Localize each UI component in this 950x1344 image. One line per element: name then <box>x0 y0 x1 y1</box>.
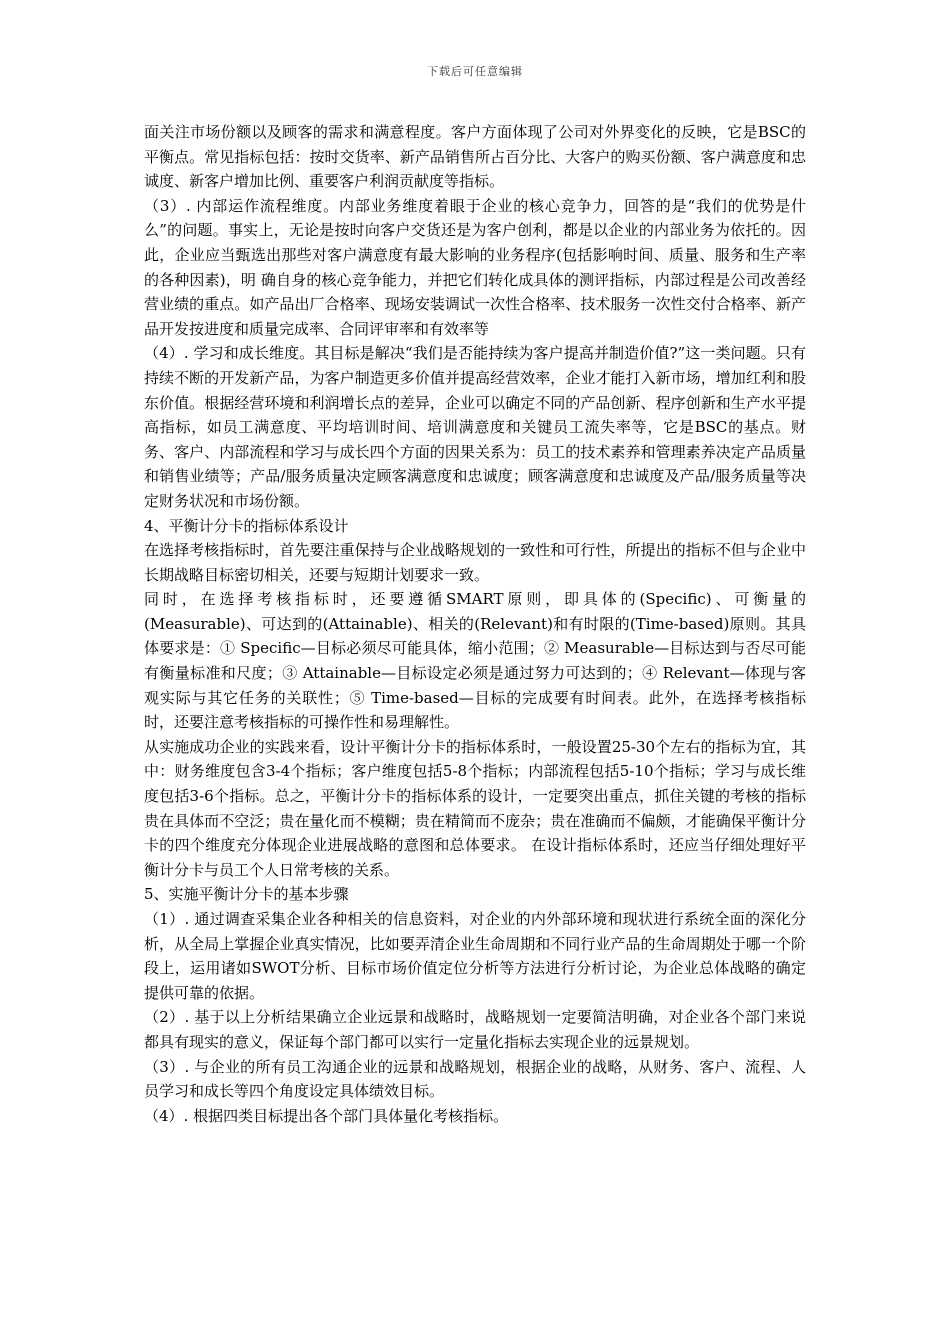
paragraph-smart-principle: 同时，在选择考核指标时，还要遵循SMART原则，即具体的(Specific)、可衡量的(Measurable)、可达到的(Attainable)、相关的(Relevant)和有时限的(Time-based)原则。其具体要求是：① Specific—目标必须尽可能具体，缩小范围；② Measurable—目标达到与否尽可能有衡量标准和尺度；③ Attainable—目标设定必须是通过努力可达到的；④ Relevant—体现与客观实际与其它任务的关联性；⑤ Time-based—目标的完成要有时间表。此外，在选择考核指标时，还要注意考核指标的可操作性和易理解性。 <box>144 590 806 732</box>
section-heading-5: 5、实施平衡计分卡的基本步骤 <box>144 885 349 904</box>
paragraph-learning-growth: （4）. 学习和成长维度。其目标是解决“我们是否能持续为客户提高并制造价值?”这一类问题。只有持续不断的开发新产品，为客户制造更多价值并提高经营效率，企业才能打入新市场，增加红利和股东价值。根据经营环境和利润增长点的差异，企业可以确定不同的产品创新、程序创新和生产水平提高指标，如员工满意度、平均培训时间、培训满意度和关键员工流失率等，它是BSC的基点。财务、客户、内部流程和学习与成长四个方面的因果关系为：员工的技术素养和管理素养决定产品质量和销售业绩等；产品/服务质量决定顾客满意度和忠诚度；顾客满意度和忠诚度及产品/服务质量等决定财务状况和市场份额。 <box>144 344 806 510</box>
paragraph-step-2: （2）. 基于以上分析结果确立企业远景和战略时，战略规划一定要简洁明确，对企业各个部门来说都具有现实的意义，保证每个部门都可以实行一定量化指标去实现企业的远景规划。 <box>144 1008 806 1051</box>
paragraph-internal-process: （3）. 内部运作流程维度。内部业务维度着眼于企业的核心竞争力，回答的是“我们的优势是什么”的问题。事实上，无论是按时向客户交货还是为客户创利，都是以企业的内部业务为依托的。因此，企业应当甄选出那些对客户满意度有最大影响的业务程序(包括影响时间、质量、服务和生产率的各种因素)，明 确自身的核心竞争能力，并把它们转化成具体的测评指标，内部过程是公司改善经营业绩的重点。如产品出厂合格率、现场安装调试一次性合格率、技术服务一次性交付合格率、新产品开发按进度和质量完成率、合同评审率和有效率等 <box>144 196 806 338</box>
paragraph-indicator-count: 从实施成功企业的实践来看，设计平衡计分卡的指标体系时，一般设置25-30个左右的指标为宜，其中：财务维度包含3-4个指标；客户维度包括5-8个指标；内部流程包括5-10个指标；学习与成长维度包括3-6个指标。总之，平衡计分卡的指标体系的设计，一定要突出重点，抓住关键的考核的指标贵在具体而不空泛；贵在量化而不模糊；贵在精简而不庞杂；贵在准确而不偏颇，才能确保平衡计分卡的四个维度充分体现企业进展战略的意图和总体要求。 在设计指标体系时，还应当仔细处理好平衡计分卡与员工个人日常考核的关系。 <box>144 737 806 879</box>
paragraph-step-1: （1）. 通过调查采集企业各种相关的信息资料，对企业的内外部环境和现状进行系统全面的深化分析，从全局上掌握企业真实情况，比如要弄清企业生命周期和不同行业产品的生命周期处于哪一个阶段上，运用诸如SWOT分析、目标市场价值定位分析等方法进行分析讨论，为企业总体战略的确定提供可靠的依据。 <box>144 910 806 1002</box>
paragraph-step-4: （4）. 根据四类目标提出各个部门具体量化考核指标。 <box>144 1106 509 1125</box>
paragraph-customer-dimension-end: 面关注市场份额以及顾客的需求和满意程度。客户方面体现了公司对外界变化的反映，它是BSC的平衡点。常见指标包括：按时交货率、新产品销售所占百分比、大客户的购买份额、客户满意度和忠诚度、新客户增加比例、重要客户利润贡献度等指标。 <box>144 123 806 191</box>
page-header: 下载后可任意编辑 <box>427 65 523 78</box>
document-body <box>144 120 806 1128</box>
paragraph-step-3: （3）. 与企业的所有员工沟通企业的远景和战略规划，根据企业的战略，从财务、客户、流程、人员学习和成长等四个角度设定具体绩效目标。 <box>144 1057 806 1101</box>
section-heading-4: 4、平衡计分卡的指标体系设计 <box>144 516 349 535</box>
paragraph-indicator-selection: 在选择考核指标时，首先要注重保持与企业战略规划的一致性和可行性，所提出的指标不但与企业中长期战略目标密切相关，还要与短期计划要求一致。 <box>144 541 806 584</box>
